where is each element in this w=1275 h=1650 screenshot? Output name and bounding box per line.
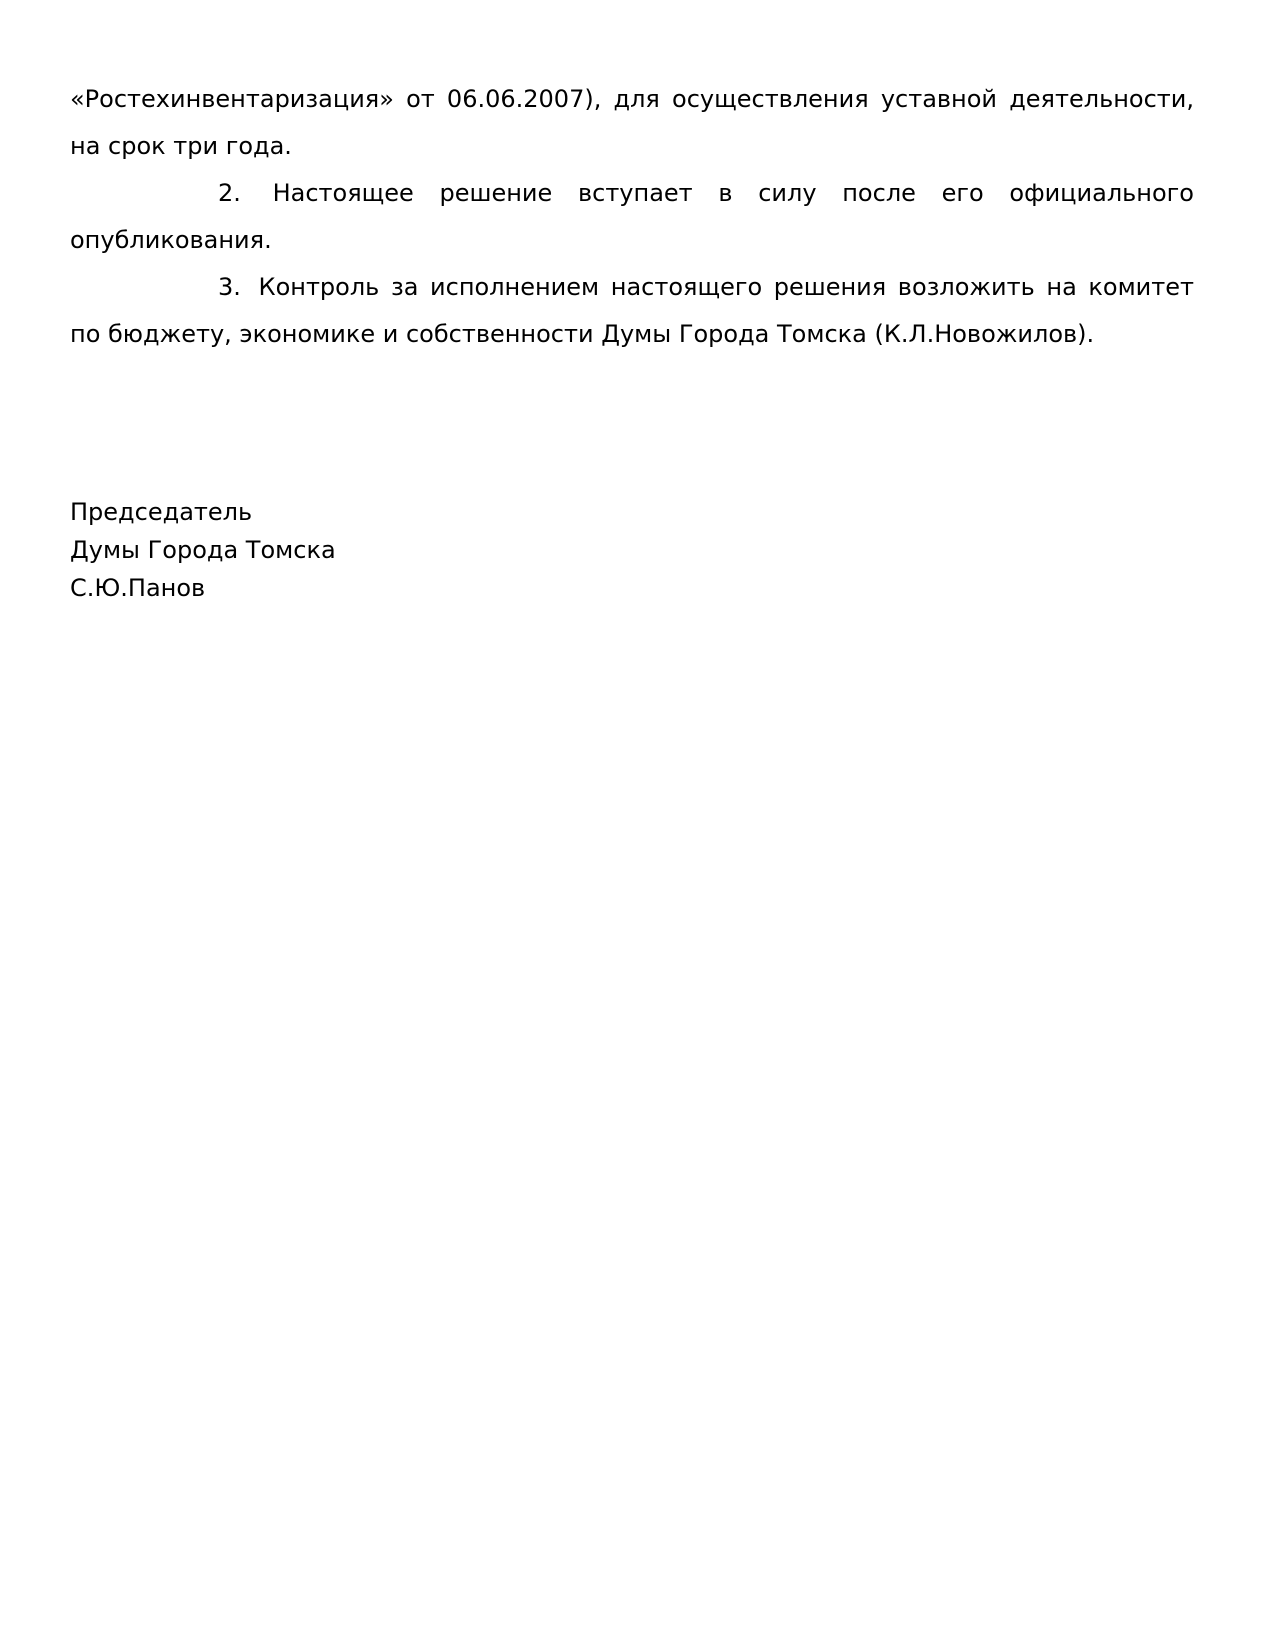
paragraph-3	[70, 264, 1194, 358]
document-body	[70, 76, 1194, 358]
signature-name: С.Ю.Панов	[70, 574, 206, 602]
paragraph-number: 2.	[218, 179, 241, 207]
paragraph-2	[70, 170, 1194, 264]
paragraph-text: «Ростехинвентаризация» от 06.06.2007), для осуществления уставной деятельности, на срок три года.	[70, 85, 1194, 160]
paragraph-continuation	[70, 76, 1194, 170]
signature-block	[70, 493, 336, 607]
paragraph-number: 3.	[218, 273, 241, 301]
signature-organization: Думы Города Томска	[70, 536, 336, 564]
signature-position: Председатель	[70, 498, 253, 526]
paragraph-text: Контроль за исполнением настоящего решения возложить на комитет по бюджету, экономике и собственности Думы Города Томска (К.Л.Новожилов).	[70, 273, 1194, 348]
paragraph-text: Настоящее решение вступает в силу после его официального опубликования.	[70, 179, 1194, 254]
